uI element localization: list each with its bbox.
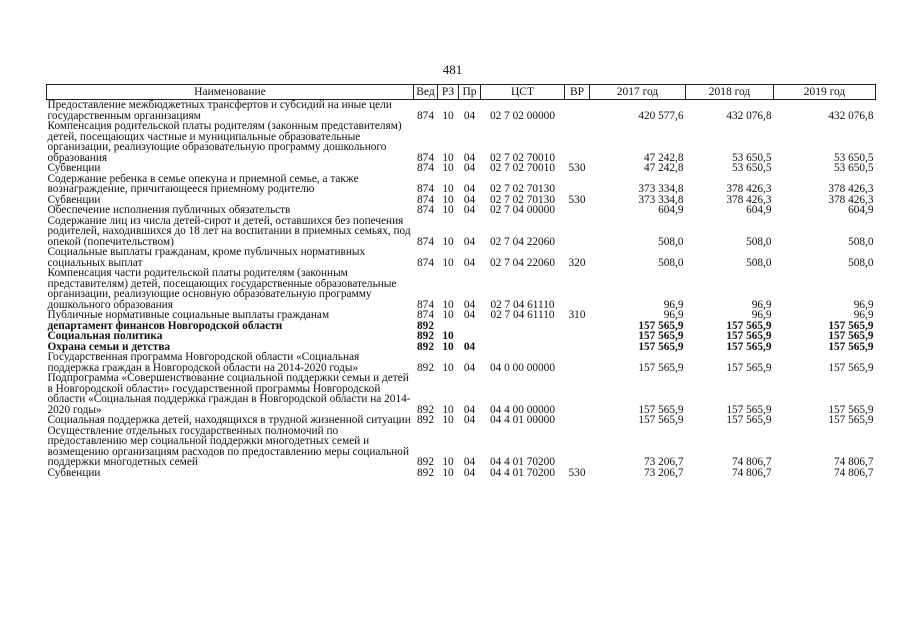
cell-vr	[565, 331, 590, 342]
cell-2019: 432 076,8	[828, 109, 874, 122]
cell-ved: 874	[417, 151, 434, 164]
cell-vr: 320	[568, 256, 586, 269]
cell-ved: 892	[417, 361, 434, 374]
cell-name: Государственная программа Новгородской области «Социальная поддержка граждан в Новгородской области на 2014-2020 годы»	[47, 351, 360, 374]
cell-2018: 157 565,9	[726, 319, 772, 332]
cell-rz: 10	[442, 162, 454, 174]
cell-pr: 04	[463, 361, 476, 374]
cell-2019: 157 565,9	[828, 340, 874, 353]
cell-rz: 10	[442, 403, 454, 416]
cell-ved: 874	[417, 298, 434, 311]
cell-cst: 02 7 02 70010	[490, 151, 555, 164]
cell-2018: 96,9	[751, 309, 772, 321]
cell-vr: 530	[568, 193, 586, 206]
cell-name: Субвенции	[47, 466, 101, 479]
cell-2019: 74 806,7	[833, 466, 874, 479]
cell-2018: 157 565,9	[726, 361, 772, 374]
cell-2019: 508,0	[848, 235, 874, 248]
cell-cst: 02 7 04 22060	[490, 256, 555, 269]
cell-rz: 10	[442, 193, 454, 206]
cell-rz: 10	[442, 298, 454, 311]
cell-name: Предоставление межбюджетных трансфертов и субсидий на иные цели государственным организациям	[47, 99, 392, 122]
cell-vr	[565, 174, 590, 195]
cell-vr	[565, 415, 590, 426]
cell-pr: 04	[463, 456, 476, 468]
cell-pr: 04	[463, 256, 476, 269]
cell-name: Содержание ребенка в семье опекуна и приемной семье, а также вознаграждение, причитающееся приемному родителю	[47, 172, 359, 195]
cell-ved: 874	[417, 256, 434, 269]
cell-ved: 874	[417, 204, 434, 216]
cell-cst: 02 7 02 70130	[490, 193, 555, 206]
table-row	[47, 415, 876, 426]
cell-ved: 874	[417, 109, 434, 122]
cell-cst: 02 7 02 00000	[490, 109, 555, 122]
table-row	[47, 268, 876, 310]
cell-name: Охрана семьи и детства	[47, 340, 171, 353]
cell-2018: 74 806,7	[731, 466, 772, 479]
cell-2017: 47 242,8	[643, 162, 684, 174]
cell-2017: 96,9	[663, 309, 684, 321]
header-rz: РЗ	[438, 85, 459, 100]
cell-2019: 378 426,3	[828, 193, 874, 206]
cell-pr: 04	[463, 151, 476, 164]
cell-pr: 04	[463, 162, 476, 174]
cell-2018: 74 806,7	[731, 456, 772, 468]
table-row	[47, 331, 876, 342]
cell-vr	[565, 352, 590, 373]
cell-2018: 53 650,5	[731, 151, 772, 164]
cell-name: Содержание лиц из числа детей-сирот и детей, оставшихся без попечения родителей, находившихся до 18 лет на воспитании в приемных семьях, под опекой (попечительством)	[47, 214, 411, 248]
cell-2018: 157 565,9	[726, 414, 772, 426]
table-row	[47, 163, 876, 174]
cell-2017: 47 242,8	[643, 151, 684, 164]
cell-2018: 96,9	[751, 298, 772, 311]
cell-vr: 530	[568, 466, 586, 479]
table-row	[47, 216, 876, 248]
cell-2017: 508,0	[658, 235, 684, 248]
cell-vr	[565, 121, 590, 163]
cell-2018: 157 565,9	[726, 403, 772, 416]
cell-vr	[565, 321, 590, 332]
cell-ved: 892	[417, 414, 434, 426]
cell-ved: 892	[417, 340, 434, 353]
cell-2019: 53 650,5	[833, 162, 874, 174]
cell-2018: 378 426,3	[726, 183, 772, 195]
cell-2018: 378 426,3	[726, 193, 772, 206]
cell-rz: 10	[442, 151, 454, 164]
cell-name: Субвенции	[47, 162, 101, 174]
cell-vr	[565, 216, 590, 248]
cell-2018: 157 565,9	[726, 330, 772, 342]
cell-pr: 04	[463, 298, 476, 311]
cell-2019: 604,9	[848, 204, 874, 216]
header-pr: Пр	[459, 85, 481, 100]
cell-2019: 157 565,9	[828, 319, 874, 332]
cell-rz: 10	[442, 340, 454, 353]
cell-pr: 04	[463, 183, 476, 195]
cell-2018: 604,9	[746, 204, 772, 216]
cell-name: Социальная поддержка детей, находящихся в трудной жизненной ситуации	[47, 414, 411, 426]
cell-cst: 04 4 01 70200	[490, 466, 555, 479]
cell-2019: 157 565,9	[828, 361, 874, 374]
cell-cst	[481, 321, 565, 332]
cell-2019: 378 426,3	[828, 183, 874, 195]
cell-vr	[565, 205, 590, 216]
cell-2019: 157 565,9	[828, 330, 874, 342]
cell-2019: 53 650,5	[833, 151, 874, 164]
cell-2017: 157 565,9	[638, 340, 684, 353]
cell-name: Компенсация части родительской платы родителям (законным представителям) детей, посещающих государственные образовательные организации, реализующие основную образовательную программу дошкольного образования	[47, 267, 397, 311]
cell-2019: 157 565,9	[828, 403, 874, 416]
cell-rz: 10	[442, 256, 454, 269]
cell-2018: 508,0	[746, 256, 772, 269]
cell-2017: 157 565,9	[638, 414, 684, 426]
cell-2017: 157 565,9	[638, 319, 684, 332]
header-ved: Вед	[414, 85, 438, 100]
cell-2017: 157 565,9	[638, 330, 684, 342]
cell-rz: 10	[442, 361, 454, 374]
cell-vr	[565, 342, 590, 353]
cell-2018: 432 076,8	[726, 109, 772, 122]
cell-vr	[565, 373, 590, 415]
cell-2017: 508,0	[658, 256, 684, 269]
cell-name: Социальная политика	[47, 330, 163, 342]
cell-pr: 04	[463, 235, 476, 248]
cell-pr	[459, 321, 481, 332]
cell-2017: 96,9	[663, 298, 684, 311]
cell-2017: 373 334,8	[638, 183, 684, 195]
table-row	[47, 174, 876, 195]
table-row	[47, 373, 876, 415]
cell-ved: 892	[417, 403, 434, 416]
cell-ved: 874	[417, 309, 434, 321]
header-name: Наименование	[47, 85, 414, 100]
cell-cst	[481, 331, 565, 342]
cell-vr	[565, 426, 590, 468]
cell-2019: 96,9	[853, 298, 874, 311]
cell-pr: 04	[463, 193, 476, 206]
cell-2019: 157 565,9	[828, 414, 874, 426]
cell-rz: 10	[442, 414, 454, 426]
table-row	[47, 100, 876, 122]
cell-rz: 10	[442, 456, 454, 468]
cell-rz: 10	[442, 466, 454, 479]
cell-name: Обеспечение исполнения публичных обязательств	[47, 204, 291, 216]
cell-ved: 892	[417, 330, 434, 342]
cell-name: Компенсация родительской платы родителям (законным представителям) детей, посещающих частные и муниципальные образовательные организации, реализующие образовательную программу дошкольного образования	[47, 120, 402, 164]
cell-2019: 508,0	[848, 256, 874, 269]
budget-table	[46, 84, 876, 478]
cell-2019: 96,9	[853, 309, 874, 321]
cell-vr: 530	[568, 162, 586, 174]
header-2017: 2017 год	[590, 85, 686, 100]
table-body	[47, 100, 876, 479]
cell-pr: 04	[463, 403, 476, 416]
cell-pr	[459, 331, 481, 342]
table-row	[47, 205, 876, 216]
cell-name: Подпрограмма «Совершенствование социальной поддержки семьи и детей в Новгородской области» государственной программы Новгородской области «Социальная поддержка граждан в Новгородской области на 2014-2020 годы»	[47, 372, 411, 416]
cell-ved: 892	[417, 319, 434, 332]
cell-name: Осуществление отдельных государственных полномочий по предоставлению мер социальной поддержки многодетных семей и возмещению организациям расходов по предоставлению меры социальной поддержки многодетных семей	[47, 424, 410, 468]
table-row	[47, 426, 876, 468]
cell-ved: 874	[417, 183, 434, 195]
cell-2017: 373 334,8	[638, 193, 684, 206]
cell-ved: 892	[417, 456, 434, 468]
table-row	[47, 468, 876, 479]
table-row	[47, 352, 876, 373]
cell-cst: 04 4 01 70200	[490, 456, 555, 468]
cell-cst: 04 4 00 00000	[490, 403, 555, 416]
cell-pr: 04	[463, 109, 476, 122]
header-cst: ЦСТ	[481, 85, 565, 100]
cell-cst: 02 7 02 70130	[490, 183, 555, 195]
cell-ved: 874	[417, 235, 434, 248]
cell-cst: 04 4 01 00000	[490, 414, 555, 426]
cell-2017: 73 206,7	[643, 466, 684, 479]
cell-ved: 874	[417, 193, 434, 206]
cell-rz: 10	[442, 330, 454, 342]
cell-vr	[565, 268, 590, 310]
cell-name: Социальные выплаты гражданам, кроме публичных нормативных социальных выплат	[47, 246, 366, 269]
table-header-row	[47, 85, 876, 100]
cell-cst: 04 0 00 00000	[490, 361, 555, 374]
page-number: 481	[442, 62, 463, 77]
cell-rz: 10	[442, 109, 454, 122]
cell-rz: 10	[442, 204, 454, 216]
cell-ved: 892	[417, 466, 434, 479]
cell-pr: 04	[463, 466, 476, 479]
header-2018: 2018 год	[686, 85, 774, 100]
cell-name: Публичные нормативные социальные выплаты гражданам	[47, 309, 330, 321]
cell-cst: 02 7 04 00000	[490, 204, 555, 216]
cell-cst	[481, 342, 565, 353]
cell-2017: 420 577,6	[638, 109, 684, 122]
cell-2017: 73 206,7	[643, 456, 684, 468]
cell-2019: 74 806,7	[833, 456, 874, 468]
table-row	[47, 247, 876, 268]
cell-vr	[565, 100, 590, 122]
table-row	[47, 121, 876, 163]
cell-cst: 02 7 04 61110	[490, 309, 555, 321]
cell-pr: 04	[463, 414, 476, 426]
cell-vr: 310	[568, 309, 586, 321]
cell-2018: 53 650,5	[731, 162, 772, 174]
header-vr: ВР	[565, 85, 590, 100]
cell-name: департамент финансов Новгородской области	[47, 319, 283, 332]
header-2019: 2019 год	[774, 85, 876, 100]
cell-cst: 02 7 04 22060	[490, 235, 555, 248]
cell-rz: 10	[442, 235, 454, 248]
cell-2017: 157 565,9	[638, 361, 684, 374]
cell-rz: 10	[442, 183, 454, 195]
cell-2018: 508,0	[746, 235, 772, 248]
cell-rz: 10	[442, 309, 454, 321]
cell-pr: 04	[463, 309, 476, 321]
cell-2018: 157 565,9	[726, 340, 772, 353]
cell-pr: 04	[463, 340, 476, 353]
cell-cst: 02 7 04 61110	[490, 298, 555, 311]
cell-pr: 04	[463, 204, 476, 216]
cell-name: Субвенции	[47, 193, 101, 206]
table-row	[47, 310, 876, 321]
cell-cst: 02 7 02 70010	[490, 162, 555, 174]
cell-2017: 604,9	[658, 204, 684, 216]
cell-ved: 874	[417, 162, 434, 174]
cell-2017: 157 565,9	[638, 403, 684, 416]
